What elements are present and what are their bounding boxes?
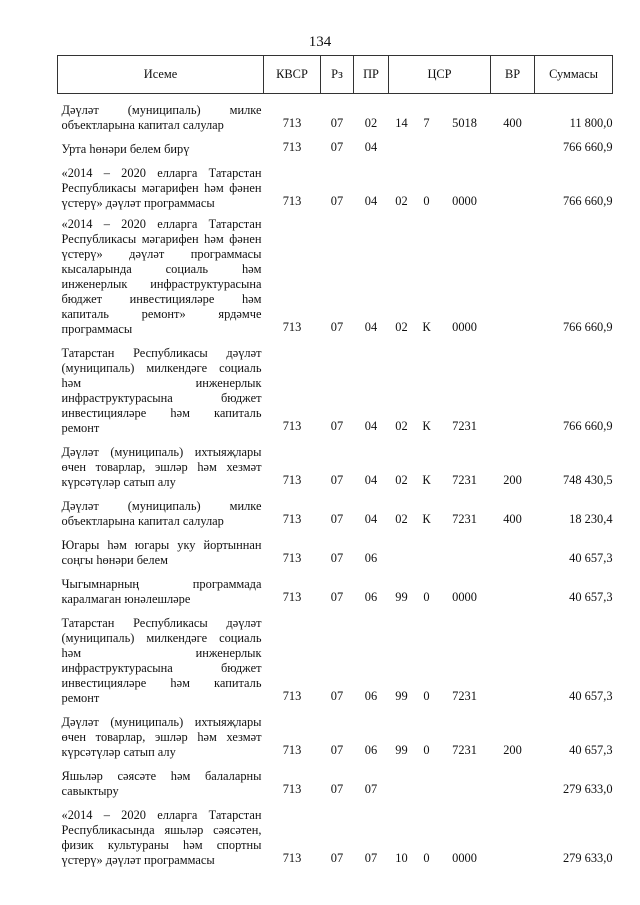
row-vr — [491, 568, 535, 607]
row-name — [58, 337, 264, 436]
row-pr: 06 — [364, 551, 378, 565]
row-pr: 04 — [364, 140, 378, 154]
row-csr-direction: 7231 — [452, 419, 477, 433]
row-kvsr: 713 — [282, 512, 302, 526]
row-name-line: үстерү» дәүләт программасы — [61, 247, 262, 261]
row-csr-subprogram: 0 — [423, 743, 430, 757]
row-name-line: инфраструктурасына бюджет — [61, 661, 262, 675]
row-pr: 04 — [364, 194, 378, 208]
row-sum: 766 660,9 — [562, 194, 613, 208]
table-row — [58, 211, 613, 337]
row-sum: 748 430,5 — [562, 473, 613, 487]
row-name-line: Республикасы мәгарифен һәм фәнен — [61, 232, 262, 246]
row-vr — [491, 529, 535, 568]
row-vr — [491, 133, 535, 157]
header-sum: Суммасы — [535, 56, 613, 94]
row-kvsr: 713 — [282, 689, 302, 703]
row-name-line: һәм инженерлык — [61, 376, 262, 390]
table-header-row — [58, 56, 613, 94]
row-csr-program: 99 — [395, 743, 408, 757]
row-name-line: (муниципаль) милкендәге социаль — [61, 631, 262, 645]
row-pr: 07 — [364, 851, 378, 865]
row-csr-subprogram: К — [422, 419, 431, 433]
row-csr-program: 99 — [395, 689, 408, 703]
header-vr: ВР — [491, 56, 535, 94]
row-csr-subprogram: 7 — [423, 116, 430, 130]
row-csr-program: 10 — [395, 851, 408, 865]
row-vr: 200 — [503, 473, 522, 487]
row-vr — [491, 799, 535, 868]
row-name-line: инфраструктурасына бюджет — [61, 391, 262, 405]
row-csr-program: 02 — [395, 194, 408, 208]
row-csr-subprogram — [415, 133, 439, 157]
row-name-line: Урта һөнәри белем бирү — [61, 142, 190, 156]
row-name-line: инженерлык инфраструктурасына — [61, 277, 262, 291]
row-name-line: Чыгымнарның программада — [61, 577, 262, 591]
row-csr-program — [389, 760, 415, 799]
row-vr — [491, 760, 535, 799]
row-name-line: ремонт — [61, 421, 100, 435]
table-row — [58, 436, 613, 490]
row-kvsr: 713 — [282, 116, 302, 130]
row-kvsr: 713 — [282, 782, 302, 796]
row-kvsr: 713 — [282, 194, 302, 208]
row-name-line: программасы — [61, 322, 133, 336]
row-kvsr: 713 — [282, 743, 302, 757]
table-row — [58, 607, 613, 706]
row-rz: 07 — [330, 512, 344, 526]
row-name-line: физик культураны һәм спортны — [61, 838, 262, 852]
header-csr: ЦСР — [389, 56, 491, 94]
row-csr-program: 02 — [395, 320, 408, 334]
row-name — [58, 211, 264, 337]
row-pr: 04 — [364, 473, 378, 487]
row-rz: 07 — [330, 194, 344, 208]
row-pr: 06 — [364, 743, 378, 757]
table-row — [58, 760, 613, 799]
row-csr-program: 02 — [395, 419, 408, 433]
row-rz: 07 — [330, 419, 344, 433]
row-name-line: «2014 – 2020 елларга Татарстан — [61, 808, 262, 822]
header-pr: ПР — [354, 56, 389, 94]
row-name — [58, 490, 264, 529]
header-rz: Рз — [321, 56, 354, 94]
budget-table — [57, 55, 613, 868]
row-csr-subprogram: 0 — [423, 194, 430, 208]
row-pr: 04 — [364, 512, 378, 526]
row-rz: 07 — [330, 140, 344, 154]
row-sum: 11 800,0 — [569, 116, 613, 130]
row-rz: 07 — [330, 473, 344, 487]
row-rz: 07 — [330, 551, 344, 565]
row-name — [58, 157, 264, 211]
row-rz: 07 — [330, 743, 344, 757]
row-kvsr: 713 — [282, 320, 302, 334]
row-sum: 40 657,3 — [569, 743, 613, 757]
row-name-line: Дәүләт (муниципаль) милке — [61, 499, 262, 513]
row-pr: 04 — [364, 419, 378, 433]
table-row — [58, 706, 613, 760]
table-body — [58, 94, 613, 869]
table-row — [58, 337, 613, 436]
row-csr-subprogram: 0 — [423, 590, 430, 604]
row-name-line: Татарстан Республикасы дәүләт — [61, 346, 262, 360]
row-name — [58, 436, 264, 490]
row-vr — [491, 607, 535, 706]
row-pr: 06 — [364, 590, 378, 604]
row-name-line: «2014 – 2020 елларга Татарстан — [61, 166, 262, 180]
row-rz: 07 — [330, 782, 344, 796]
row-csr-subprogram: 0 — [423, 851, 430, 865]
row-csr-direction: 5018 — [452, 116, 477, 130]
table-row — [58, 94, 613, 134]
row-csr-direction: 7231 — [452, 512, 477, 526]
row-name-line: инвестицияләре һәм капиталь — [61, 676, 262, 690]
row-name-line: Яшьләр сәясәте һәм балаларны — [61, 769, 262, 783]
row-name-line: үстерү» дәүләт программасы — [61, 853, 215, 867]
row-kvsr: 713 — [282, 551, 302, 565]
row-rz: 07 — [330, 320, 344, 334]
row-csr-subprogram: К — [422, 473, 431, 487]
row-name-line: Республикасында яшьләр сәясәтен, — [61, 823, 262, 837]
row-name-line: бюджет инвестицияләре һәм — [61, 292, 262, 306]
row-name-line: өчен товарлар, эшләр һәм хезмәт — [61, 730, 262, 744]
row-csr-program: 02 — [395, 512, 408, 526]
row-name-line: капиталь ремонт» ярдәмче — [61, 307, 262, 321]
row-csr-program — [389, 133, 415, 157]
row-vr: 200 — [503, 743, 522, 757]
row-rz: 07 — [330, 116, 344, 130]
row-name-line: савыктыру — [61, 784, 119, 798]
row-name — [58, 94, 264, 134]
table-row — [58, 529, 613, 568]
row-csr-program: 99 — [395, 590, 408, 604]
table-row — [58, 568, 613, 607]
row-rz: 07 — [330, 689, 344, 703]
row-name-line: Татарстан Республикасы дәүләт — [61, 616, 262, 630]
row-vr — [491, 157, 535, 211]
row-csr-subprogram: К — [422, 320, 431, 334]
row-csr-program — [389, 529, 415, 568]
row-sum: 40 657,3 — [569, 689, 613, 703]
row-name — [58, 799, 264, 868]
page-number: 134 — [308, 34, 332, 50]
table-row — [58, 799, 613, 868]
row-csr-direction: 0000 — [452, 320, 477, 334]
row-name — [58, 706, 264, 760]
row-name — [58, 607, 264, 706]
row-pr: 04 — [364, 320, 378, 334]
row-csr-direction: 7231 — [452, 473, 477, 487]
row-csr-direction: 7231 — [452, 743, 477, 757]
table-row — [58, 133, 613, 157]
row-name-line: (муниципаль) милкендәге социаль — [61, 361, 262, 375]
row-kvsr: 713 — [282, 590, 302, 604]
row-csr-subprogram — [415, 529, 439, 568]
row-name-line: Республикасы мәгарифен һәм фәнен — [61, 181, 262, 195]
row-kvsr: 713 — [282, 140, 302, 154]
row-csr-direction: 0000 — [452, 851, 477, 865]
row-kvsr: 713 — [282, 851, 302, 865]
row-sum: 40 657,3 — [569, 551, 613, 565]
row-name-line: Дәүләт (муниципаль) ихтыяҗлары — [61, 715, 262, 729]
row-sum: 40 657,3 — [569, 590, 613, 604]
row-name — [58, 760, 264, 799]
row-sum: 18 230,4 — [569, 512, 613, 526]
row-csr-program: 14 — [395, 116, 408, 130]
row-name-line: үстерү» дәүләт программасы — [61, 196, 215, 210]
row-name-line: кысаларында социаль һәм — [61, 262, 262, 276]
row-vr: 400 — [503, 512, 522, 526]
table-row — [58, 490, 613, 529]
row-csr-direction — [439, 133, 491, 157]
row-name-line: һәм инженерлык — [61, 646, 262, 660]
row-pr: 02 — [364, 116, 378, 130]
row-kvsr: 713 — [282, 473, 302, 487]
row-sum: 766 660,9 — [562, 140, 613, 154]
table-row — [58, 157, 613, 211]
row-csr-program: 02 — [395, 473, 408, 487]
row-rz: 07 — [330, 590, 344, 604]
header-kvsr: КВСР — [264, 56, 321, 94]
row-name-line: Югары һәм югары уку йортыннан — [61, 538, 262, 552]
row-name-line: каралмаган юнәлешләре — [61, 592, 191, 606]
row-sum: 279 633,0 — [562, 851, 613, 865]
row-pr: 07 — [364, 782, 378, 796]
row-name-line: ремонт — [61, 691, 100, 705]
row-csr-direction: 0000 — [452, 590, 477, 604]
row-name-line: объектларына капитал салулар — [61, 514, 224, 528]
row-csr-direction: 7231 — [452, 689, 477, 703]
header-name: Исеме — [58, 56, 264, 94]
row-sum: 766 660,9 — [562, 419, 613, 433]
row-name-line: инвестицияләре һәм капиталь — [61, 406, 262, 420]
row-rz: 07 — [330, 851, 344, 865]
row-name — [58, 529, 264, 568]
row-vr: 400 — [503, 116, 522, 130]
row-csr-subprogram: К — [422, 512, 431, 526]
row-name-line: күрсәтүләр сатып алу — [61, 745, 176, 759]
row-csr-direction: 0000 — [452, 194, 477, 208]
row-csr-direction — [439, 760, 491, 799]
row-kvsr: 713 — [282, 419, 302, 433]
row-vr — [491, 211, 535, 337]
row-name-line: Дәүләт (муниципаль) милке — [61, 103, 262, 117]
row-name-line: объектларына капитал салулар — [61, 118, 224, 132]
row-name-line: «2014 – 2020 елларга Татарстан — [61, 217, 262, 231]
row-csr-direction — [439, 529, 491, 568]
row-pr: 06 — [364, 689, 378, 703]
row-name-line: өчен товарлар, эшләр һәм хезмәт — [61, 460, 262, 474]
row-name-line: соңгы һөнәри белем — [61, 553, 168, 567]
row-sum: 279 633,0 — [562, 782, 613, 796]
row-name — [58, 133, 264, 157]
row-vr — [491, 337, 535, 436]
row-sum: 766 660,9 — [562, 320, 613, 334]
row-name-line: күрсәтүләр сатып алу — [61, 475, 176, 489]
row-name-line: Дәүләт (муниципаль) ихтыяҗлары — [61, 445, 262, 459]
row-name — [58, 568, 264, 607]
row-csr-subprogram: 0 — [423, 689, 430, 703]
row-csr-subprogram — [415, 760, 439, 799]
